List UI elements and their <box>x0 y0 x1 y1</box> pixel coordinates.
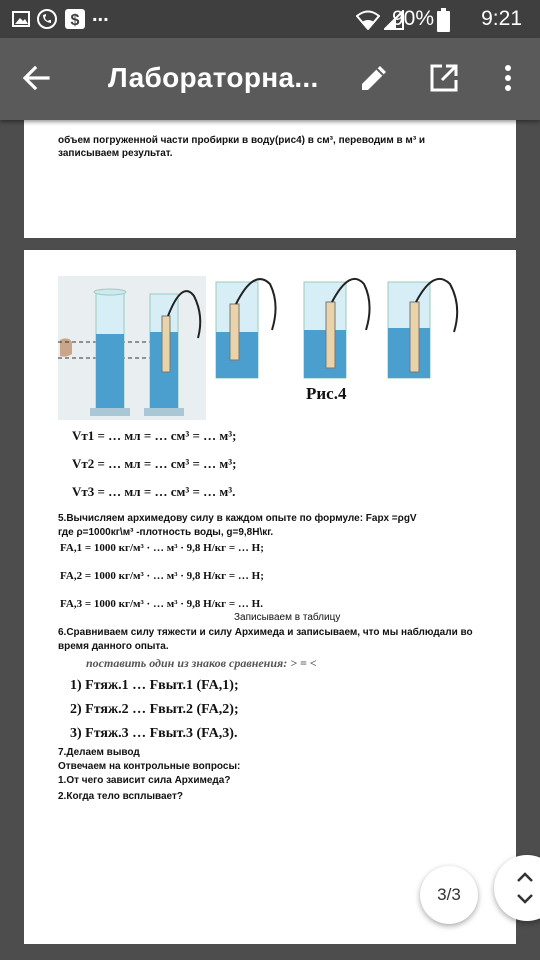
battery-icon <box>437 8 450 32</box>
force-row-1: FA,1 = 1000 кг/м³ · … м³ · 9,8 Н/кг = … Н; <box>60 542 264 554</box>
question-1: 1.От чего зависит сила Архимеда? <box>58 775 231 786</box>
figure-caption: Рис.4 <box>306 384 347 403</box>
force-row-3: FA,3 = 1000 кг/м³ · … м³ · 9,8 Н/кг = … Н. <box>60 598 263 610</box>
open-in-new-icon[interactable] <box>426 60 462 96</box>
page1-text-line2: записываем результат. <box>58 148 173 159</box>
step7: 7.Делаем вывод <box>58 747 140 758</box>
more-vert-icon[interactable] <box>490 60 526 96</box>
volume-row-2: Vт2 = … мл = … см³ = … м³; <box>72 456 237 471</box>
step6-line2: время данного опыта. <box>58 641 169 652</box>
clock: 9:21 <box>481 7 522 30</box>
cylinders-figure <box>58 276 478 420</box>
status-bar <box>0 0 540 38</box>
arrow-back-icon[interactable] <box>18 60 54 96</box>
step6-line1: 6.Сравниваем силу тяжести и силу Архимеда и записываем, что мы наблюдали во <box>58 627 473 638</box>
compare-hint: поставить один из знаков сравнения: > = < <box>86 656 317 670</box>
image-notification-icon <box>12 11 30 27</box>
step5-line1: 5.Вычисляем архимедову силу в каждом опыте по формуле: Fарх =ρgV <box>58 513 417 524</box>
app-bar <box>0 38 540 120</box>
document-page-2 <box>24 120 516 238</box>
svg-text:$: $ <box>70 12 80 29</box>
scroll-arrows-icon <box>516 871 534 905</box>
compare-row-2: 2) Fтяж.2 … Fвыт.2 (FA,2); <box>70 702 239 717</box>
page-indicator[interactable]: 3/3 <box>420 866 478 924</box>
dollar-app-icon <box>64 8 86 30</box>
table-note: Записываем в таблицу <box>234 612 341 623</box>
question-2: 2.Когда тело всплывает? <box>58 791 183 802</box>
page1-text-line1: объем погруженной части пробирки в воду(рис4) в см³, переводим в м³ и <box>58 135 426 146</box>
pencil-icon[interactable] <box>356 60 392 96</box>
whatsapp-icon <box>36 8 58 30</box>
volume-row-3: Vт3 = … мл = … см³ = … м³. <box>72 484 236 499</box>
document-page-3 <box>24 250 516 944</box>
force-row-2: FA,2 = 1000 кг/м³ · … м³ · 9,8 Н/кг = … Н; <box>60 570 264 582</box>
questions-title: Отвечаем на контрольные вопросы: <box>58 761 241 772</box>
document-title: Лабораторна... <box>108 62 319 93</box>
volume-row-1: Vт1 = … мл = … см³ = … м³; <box>72 428 237 443</box>
wifi-icon <box>356 10 380 30</box>
compare-row-3: 3) Fтяж.3 … Fвыт.3 (FA,3). <box>70 726 238 741</box>
compare-row-1: 1) Fтяж.1 … Fвыт.1 (FA,1); <box>70 678 239 693</box>
battery-percent: 90% <box>391 7 434 30</box>
more-notifications: ... <box>92 3 109 26</box>
step5-line2: где ρ=1000кг\м³ -плотность воды, g=9,8Н\кг. <box>58 527 274 538</box>
